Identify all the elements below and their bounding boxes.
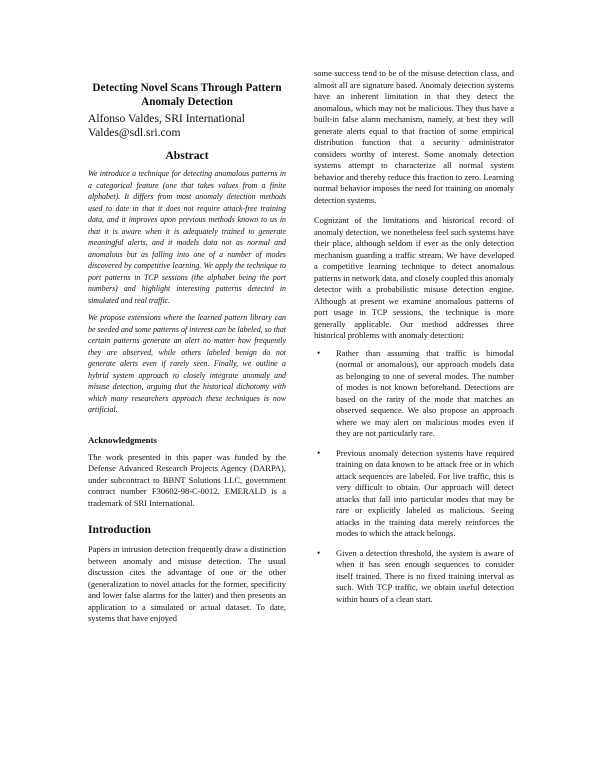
bullet-icon: • [317, 447, 321, 458]
list-item-text: Previous anomaly detection systems have required training on data known to be attack free or in which attack sequences are labeled. For live traffic, this is very difficult to obtain. Our approach will detect attacks that fall into particular modes that may be rare or explicitly labeled as malicious. Seeing attacks in the training data merely reinforces the modes to which the attack belongs. [336, 447, 514, 538]
right-column [314, 68, 514, 613]
introduction-text: Papers in intrusion detection frequently draw a distinction between anomaly and misuse detection. The usual discussion cites the advantage of one or the other (generalization to novel attacks for the former, specificity and lower false alarms for the latter) and then presents an application to a simulated or actual dataset. To date, systems that have enjoyed [88, 544, 286, 623]
list-item [314, 548, 514, 606]
problem-list [314, 348, 514, 606]
author-email: Valdes@sdl.sri.com [88, 125, 181, 139]
left-column [88, 68, 286, 625]
abstract-heading: Abstract [165, 149, 209, 162]
acknowledgments-heading: Acknowledgments [88, 434, 157, 445]
body-paragraph-2: Cognizant of the limitations and historical record of anomaly detection, we nonetheless feel such systems have their place, although seldom if ever as the only detection mechanism guarding a traffic stream. We have developed a competitive learning technique to detect anomalous patterns in network data, and closely coupled this anomaly detector with a probabilistic misuse detection engine. Although at present we examine anomalous patterns of port usage in TCP sessions, the technique is more generally applicable. Our method addresses three historical problems with anomaly detection: [314, 215, 514, 340]
author-line: Alfonso Valdes, SRI International [88, 112, 245, 125]
body-paragraph-1: some success tend to be of the misuse detection class, and almost all are signature based. Anomaly detection systems have an inherent limitation in that they detect the anomalous, which may not be malicious. They thus have a built-in false alarm mechanism, namely, at best they will generate alerts equal to that fraction of some empirical distribution function that a security administrator considers worthy of interest. Some anomaly detection systems attempt to characterize all normal system behavior and thereby reduce this fraction to zero. Learning normal behavior imposes the need for training on anomaly detection systems. [314, 68, 514, 205]
abstract-paragraph-2: We propose extensions where the learned pattern library can be seeded and some patterns of interest can be labeled, so that certain patterns generate an alert no matter how frequently they are observed, while others labeled benign do not generate alerts even if rarely seen. Finally, we outline a hybrid system approach to closely integrate anomaly and misuse detection, arguing that the historical dichotomy with which many researchers approach these techniques is now artificial. [88, 313, 286, 414]
bullet-icon: • [317, 347, 321, 358]
bullet-icon: • [317, 547, 321, 558]
list-item-text: Given a detection threshold, the system is aware of when it has seen enough sequences to consider itself trained. There is no fixed training interval as such. With TCP traffic, we obtain useful detection within hours of a clean start. [336, 547, 514, 604]
paper-title: Detecting Novel Scans Through Pattern Anomaly Detection [92, 82, 282, 108]
introduction-heading: Introduction [88, 523, 151, 536]
acknowledgments-text: The work presented in this paper was funded by the Defense Advanced Research Projects Agency (DARPA), under subcontract to BBNT Solutions LLC, government contract number F30602-98-C-0012. EMERALD is a trademark of SRI International. [88, 451, 286, 508]
list-item [314, 448, 514, 540]
abstract-paragraph-1: We introduce a technique for detecting anomalous patterns in a categorical feature (one that takes values from a finite alphabet). It differs from most anomaly detection methods used to date in that it does not require attack-free training data, and it improves upon previous methods known to us in that it is aware when it is adequately trained to generate meaningful alerts, and it models data not as normal and anomalous but as falling into one of a number of modes discovered by competitive learning. We apply the technique to port patterns in TCP sessions (the alphabet being the port numbers) and highlight interesting patterns detected in simulated and real traffic. [88, 169, 286, 305]
list-item-text: Rather than assuming that traffic is bimodal (normal or anomalous), our approach models data as belonging to one of several modes. The number of modes is not known beforehand. Detections are based on the rarity of the mode that matches an observed sequence. We also propose an approach where we may alert on malicious modes even if they are not particularly rare. [336, 347, 514, 438]
list-item [314, 348, 514, 440]
